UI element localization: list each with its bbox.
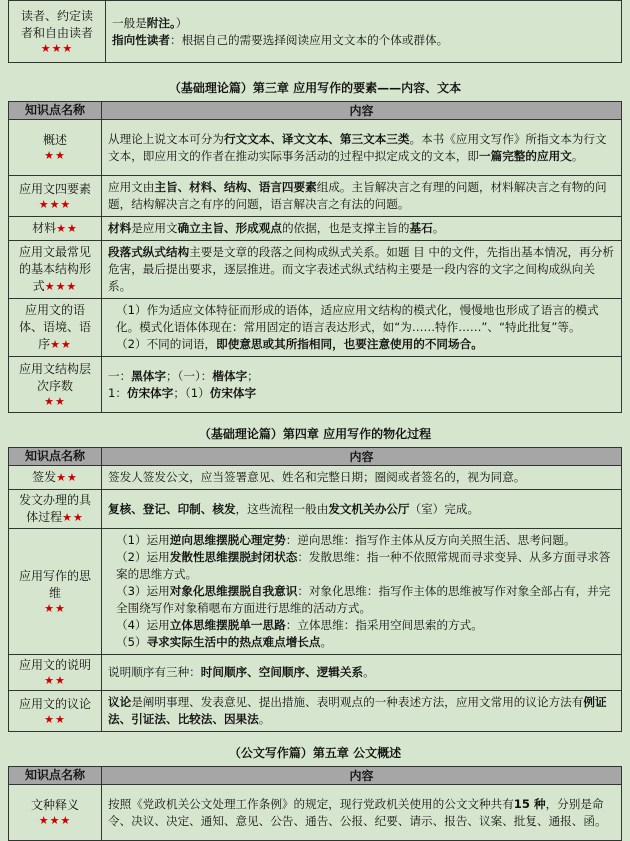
knowledge-point-label: 应用文的说明 <box>18 658 91 672</box>
table-row <box>9 241 622 299</box>
content-text: 主要是文章的段落之间构成纵式关系。如题 目 中的文件，先指出基本情况，再分析危害，最后提出要求，逐层推进。而文字表述式纵式结构主要是一段内容的文字之间构成纵向关系。 <box>108 245 614 293</box>
knowledge-point-content <box>102 299 622 357</box>
content-bold: 议论 <box>108 695 132 709</box>
table-row <box>9 176 622 217</box>
knowledge-point-name <box>9 490 102 529</box>
content-text: 。 <box>571 148 584 163</box>
section5-table <box>8 766 622 841</box>
knowledge-point-label: 应用文结构层 <box>18 361 91 376</box>
knowledge-point-content <box>102 120 622 176</box>
importance-stars: ★★★ <box>38 197 72 211</box>
knowledge-point-content <box>102 529 622 655</box>
content-text: 。 <box>363 665 375 679</box>
knowledge-point-label: 式 <box>32 279 45 293</box>
content-text: ； <box>247 368 259 383</box>
knowledge-point-label: 应用文的议论 <box>18 696 91 711</box>
content-bold: 一篇完整的应用文 <box>479 148 572 163</box>
knowledge-point-name <box>9 529 102 655</box>
table-row <box>9 466 622 490</box>
table-row <box>9 691 622 732</box>
knowledge-point-content <box>102 490 622 529</box>
table-row <box>9 217 622 241</box>
knowledge-point-name <box>9 357 102 413</box>
column-header-name: 知识点名称 <box>9 767 102 785</box>
content-bold: 主旨、材料、结构、语言四要素 <box>154 180 317 194</box>
knowledge-point-label: 应用文的语 <box>24 303 85 317</box>
importance-stars: ★★ <box>44 674 66 687</box>
knowledge-point-label: 应用文最常见 <box>18 245 91 259</box>
table-row <box>9 357 622 413</box>
section-title: （基础理论篇）第四章 应用写作的物化过程 <box>198 427 432 441</box>
knowledge-point-label: 次序数 <box>36 378 73 393</box>
table-row <box>9 490 622 529</box>
knowledge-point-label: 文种释义 <box>30 798 79 812</box>
content-bold: 时间顺序、空间顺序、逻辑关系 <box>200 665 364 679</box>
knowledge-point-name <box>9 1 106 63</box>
content-text: ：立体思维：指采用空间思索的方式。 <box>285 618 483 632</box>
content-text: ，分别是命令、决议、决定、通知、意见、公告、通告、公报、纪要、请示、报告、议案、批复、通报、函。 <box>108 796 607 828</box>
knowledge-point-name <box>9 120 102 176</box>
content-bold: 材料 <box>108 221 132 235</box>
knowledge-point-label: 体过程 <box>26 510 63 524</box>
content-text: 应用文由 <box>108 180 155 194</box>
knowledge-point-content <box>102 655 622 691</box>
content-bold: 附注。 <box>146 15 176 30</box>
knowledge-point-name <box>9 785 102 841</box>
knowledge-point-name <box>9 241 102 299</box>
column-header-name: 知识点名称 <box>9 102 102 120</box>
knowledge-point-label: 体、语境、语 <box>18 320 91 334</box>
content-text: 。 <box>258 712 271 726</box>
content-bold: 逆向思维摆脱心理定势 <box>169 533 286 547</box>
content-text: ，这些流程一般由 <box>235 501 329 516</box>
content-text: （5） <box>116 635 147 649</box>
content-bold: 楷体字 <box>212 368 248 383</box>
knowledge-point-label: 读者、约定读 <box>20 8 93 23</box>
knowledge-point-content <box>102 217 622 241</box>
table-row <box>9 529 622 655</box>
table-header-row <box>9 102 622 120</box>
content-bold: 寻求实际生活中的热点难点增长点 <box>146 635 321 649</box>
knowledge-point-name <box>9 217 102 241</box>
content-text: ：发散思维：指一种不依照常规而寻求变异、从多方面寻求答案的思维方式。 <box>116 550 611 581</box>
content-text: 的依据，也是支撑主旨的 <box>281 221 410 235</box>
table-row <box>9 299 622 357</box>
importance-stars: ★★ <box>50 338 72 351</box>
content-text: 。 <box>320 635 333 649</box>
section3-table <box>8 101 622 413</box>
content-text: 是应用文 <box>131 221 178 235</box>
knowledge-point-name <box>9 299 102 357</box>
content-text: （2）运用 <box>116 550 170 564</box>
importance-stars: ★★★ <box>38 814 72 827</box>
content-text: （1）运用 <box>116 533 170 547</box>
importance-stars: ★★★ <box>44 280 78 293</box>
content-text: ：逆向思维：指写作主体从反方向关照生活、思考问题。 <box>285 533 576 547</box>
content-text: ：根据自己的需要选择阅读应用文文本的个体或群体。 <box>169 32 449 47</box>
knowledge-point-label: 发文办理的具 <box>18 493 91 507</box>
content-bold: 15 种 <box>513 796 546 811</box>
table-row <box>9 655 622 691</box>
content-text: 。 <box>432 221 445 235</box>
table-header-row <box>9 767 622 785</box>
knowledge-point-content: 签发人签发公文，应当签署意见、姓名和完整日期；圈阅或者签名的，视为同意。 <box>102 466 622 490</box>
column-header-content: 内容 <box>102 102 622 120</box>
content-bold: 发文机关办公厅 <box>328 501 410 516</box>
importance-stars: ★★ <box>56 222 78 235</box>
content-text: ：对象化思维：指写作主体的思维被写作对象全部占有，并完全围绕写作对象稍嗯布方面进行思维的活动方式。 <box>116 584 611 615</box>
knowledge-point-label: 应用文四要素 <box>18 181 91 196</box>
knowledge-point-content <box>102 785 622 841</box>
content-text: 1： <box>108 385 127 400</box>
importance-stars: ★★ <box>44 712 66 726</box>
content-bold: 确立主旨、形成观点 <box>177 221 282 235</box>
knowledge-point-name <box>9 466 102 490</box>
section-title: （公文写作篇）第五章 公文概述 <box>228 746 402 760</box>
content-text: 一： <box>108 368 132 383</box>
content-text: 按照《党政机关公文处理工作条例》的规定，现行党政机关使用的公文文种共有 <box>108 796 514 811</box>
importance-stars: ★★ <box>44 149 66 162</box>
knowledge-point-label: 签发 <box>32 470 57 484</box>
importance-stars: ★★ <box>44 601 66 615</box>
content-bold: 复核、登记、印制、核发 <box>108 501 236 516</box>
content-text: 说明顺序有三种： <box>108 665 201 679</box>
knowledge-point-label: 维 <box>48 585 61 600</box>
content-text: （2）不同的词语， <box>116 337 217 351</box>
content-bold: 发散性思维摆脱封闭状态 <box>169 550 298 564</box>
content-text: 。本书《应用文写作》所指文本为行文文本，即应用文的作者在推动实际事务活动的过程中拟定成文的文本，即 <box>108 131 607 163</box>
table-row <box>9 120 622 176</box>
content-bold: 基石 <box>409 221 433 235</box>
content-bold: 指向性读者 <box>112 32 170 47</box>
section4-table <box>8 447 622 732</box>
table-row <box>9 1 622 63</box>
content-text: ；（一）： <box>166 368 213 383</box>
knowledge-point-content <box>102 241 622 299</box>
knowledge-point-content <box>102 691 622 732</box>
content-text: （4）运用 <box>116 618 170 632</box>
knowledge-point-name <box>9 655 102 691</box>
content-bold: 即使意思或其所指相同，也要注意使用的不同场合。 <box>216 337 483 351</box>
content-bold: 段落式纵式结构 <box>108 245 190 259</box>
content-text: （3）运用 <box>116 584 170 598</box>
content-text: 从理论上说文本可分为 <box>108 131 224 146</box>
table-row <box>9 785 622 841</box>
content-bold: 仿宋体字 <box>209 385 257 400</box>
content-bold: 黑体字 <box>131 368 166 383</box>
knowledge-point-label: 者和自由读者 <box>20 25 93 40</box>
importance-stars: ★★ <box>44 394 66 408</box>
knowledge-point-label: 的基本结构形 <box>18 262 91 276</box>
content-text: （室）完成。 <box>409 501 480 516</box>
content-text: ；（1） <box>173 385 210 400</box>
knowledge-point-label: 序 <box>38 337 51 351</box>
column-header-content: 内容 <box>102 767 622 785</box>
importance-stars: ★★ <box>62 511 84 524</box>
content-bold: 行文文本、译文文本、第三文本三类 <box>223 131 410 146</box>
knowledge-point-content <box>102 176 622 217</box>
content-bold: 仿宋体字 <box>126 385 174 400</box>
knowledge-point-content <box>106 1 622 63</box>
content-text: ） <box>175 15 188 30</box>
knowledge-point-content <box>102 357 622 413</box>
knowledge-point-label: 概述 <box>42 133 67 147</box>
content-text: 组成。主旨解决言之有理的问题，材料解决言之有物的问题，结构解决言之有序的问题，语言解决言之有法的问题。 <box>108 180 607 211</box>
content-text: 一般是 <box>112 15 147 30</box>
content-bold: 例证法、引证法、比较法、因果法 <box>108 695 607 726</box>
column-header-name: 知识点名称 <box>9 448 102 466</box>
content-bold: 对象化思维摆脱自我意识 <box>169 584 298 598</box>
knowledge-point-label: 材料 <box>32 221 57 235</box>
content-text: （1）作为适应文体特征而形成的语体，适应应用文结构的模式化，慢慢地也形成了语言的模式化。模式化语体体现在：常用固定的语言表达形式，如“为……特作……”、“特此批复”等。 <box>116 303 599 334</box>
section-title: （基础理论篇）第三章 应用写作的要素——内容、文本 <box>168 81 462 95</box>
top-table <box>8 0 622 63</box>
importance-stars: ★★★ <box>40 41 74 55</box>
content-bold: 立体思维摆脱单一思路 <box>169 618 286 632</box>
knowledge-point-label: 应用写作的思 <box>18 568 91 583</box>
knowledge-point-name <box>9 176 102 217</box>
knowledge-point-name <box>9 691 102 732</box>
importance-stars: ★★ <box>56 471 78 484</box>
content-text: 是阐明事理、发表意见、提出措施、表明观点的一种表述方法，应用文常用的议论方法有 <box>131 695 584 709</box>
table-header-row <box>9 448 622 466</box>
column-header-content: 内容 <box>102 448 622 466</box>
